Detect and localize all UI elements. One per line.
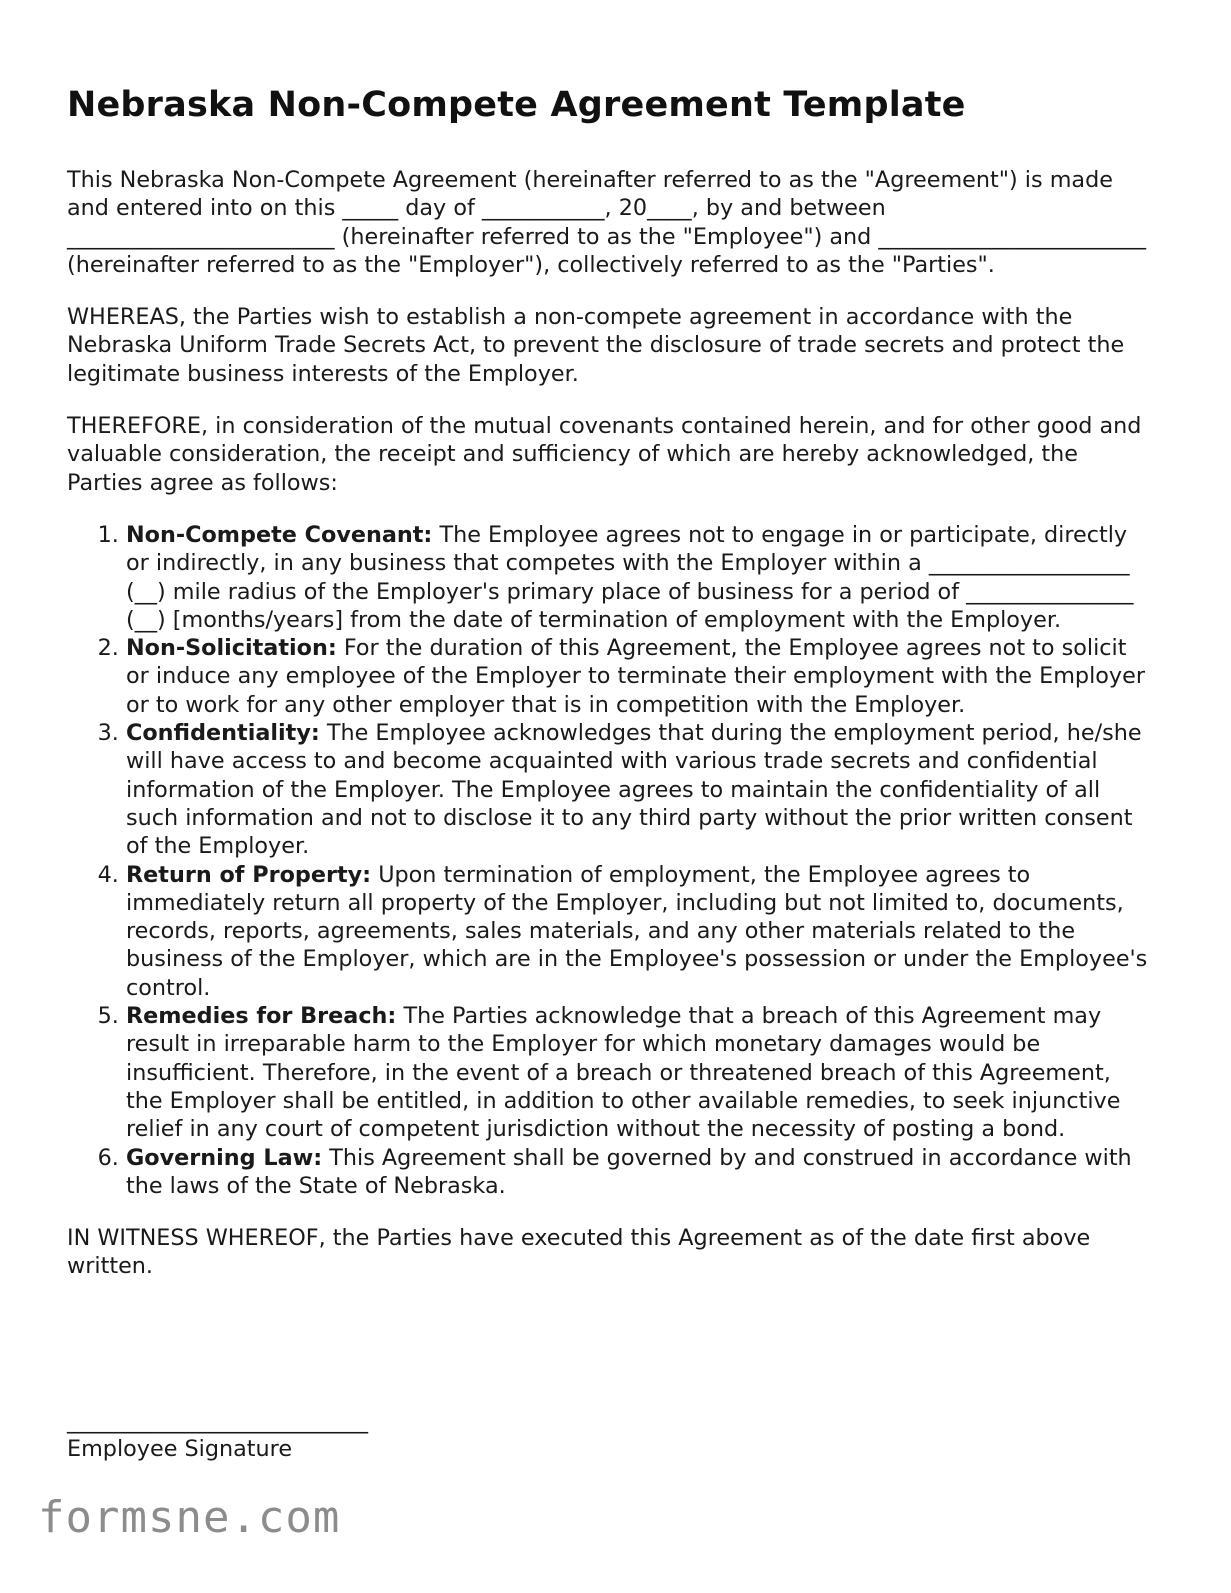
witness-paragraph: IN WITNESS WHEREOF, the Parties have executed this Agreement as of the date first above written.: [67, 1225, 1091, 1280]
clause-item: [126, 1144, 1152, 1201]
clause-heading: Non-Solicitation:: [126, 635, 337, 662]
clause-text: Upon termination of employment, the Employee agrees to immediately return all property of the Employer, including but not limited to, documents, records, reports, agreements, sales materials, and any other materials related to the business of the Employer, which are in the Employee's possession or under the Employee's control.: [126, 861, 1148, 1001]
clause-list: [67, 521, 1152, 1200]
clause-heading: Confidentiality:: [126, 720, 320, 747]
clause-heading: Non-Compete Covenant:: [126, 521, 433, 548]
clause-text: For the duration of this Agreement, the Employee agrees not to solicit or induce any employee of the Employer to terminate their employment with the Employer or to work for any other employer that is in competition with the Employer.: [126, 635, 1145, 718]
whereas-paragraph: WHEREAS, the Parties wish to establish a non-compete agreement in accordance with the Nebraska Uniform Trade Secrets Act, to prevent the disclosure of trade secrets and protect the legitimate business interests of the Employer.: [67, 304, 1125, 387]
signature-label: Employee Signature: [67, 1436, 293, 1463]
document-page: [67, 82, 1152, 1305]
signature-line: ___________________________: [67, 1408, 369, 1434]
clause-item: [126, 719, 1152, 860]
watermark: formsne.com: [38, 1492, 341, 1543]
clause-text: This Agreement shall be governed by and construed in accordance with the laws of the State of Nebraska.: [126, 1144, 1132, 1199]
clause-item: [126, 1002, 1152, 1143]
signature-block: [67, 1407, 368, 1464]
document-title: Nebraska Non-Compete Agreement Template: [67, 85, 966, 125]
clause-item: [126, 634, 1152, 719]
therefore-paragraph: THEREFORE, in consideration of the mutual covenants contained herein, and for other good and valuable consideration, the receipt and sufficiency of which are hereby acknowledged, the Parties agree as follows:: [67, 413, 1142, 496]
intro-paragraph: This Nebraska Non-Compete Agreement (hereinafter referred to as the "Agreement") is made and entered into on this _____ day of ___________, 20____, by and between ________________________ (hereinafter referred to as the "Employee") and ________________________ (hereinafter referred to as the "Employer"), collectively referred to as the "Parties".: [67, 167, 1146, 278]
clause-heading: Return of Property:: [126, 861, 372, 888]
clause-heading: Remedies for Breach:: [126, 1003, 397, 1030]
clause-item: [126, 861, 1152, 1002]
clause-heading: Governing Law:: [126, 1144, 323, 1171]
clause-text: The Employee acknowledges that during the employment period, he/she will have access to and become acquainted with various trade secrets and confidential information of the Employer. The Employee agrees to maintain the confidentiality of all such information and not to disclose it to any third party without the prior written consent of the Employer.: [126, 720, 1142, 860]
clause-item: [126, 521, 1152, 634]
clause-text: The Parties acknowledge that a breach of this Agreement may result in irreparable harm to the Employer for which monetary damages would be insufficient. Therefore, in the event of a breach or threatened breach of this Agreement, the Employer shall be entitled, in addition to other available remedies, to seek injunctive relief in any court of competent jurisdiction without the necessity of posting a bond.: [126, 1003, 1121, 1143]
clause-text: The Employee agrees not to engage in or participate, directly or indirectly, in any business that competes with the Employer within a __________________ (__) mile radius of the Employer's primary place of business for a period of _______________ (__) [months/years] from the date of termination of employment with the Employer.: [126, 521, 1134, 633]
